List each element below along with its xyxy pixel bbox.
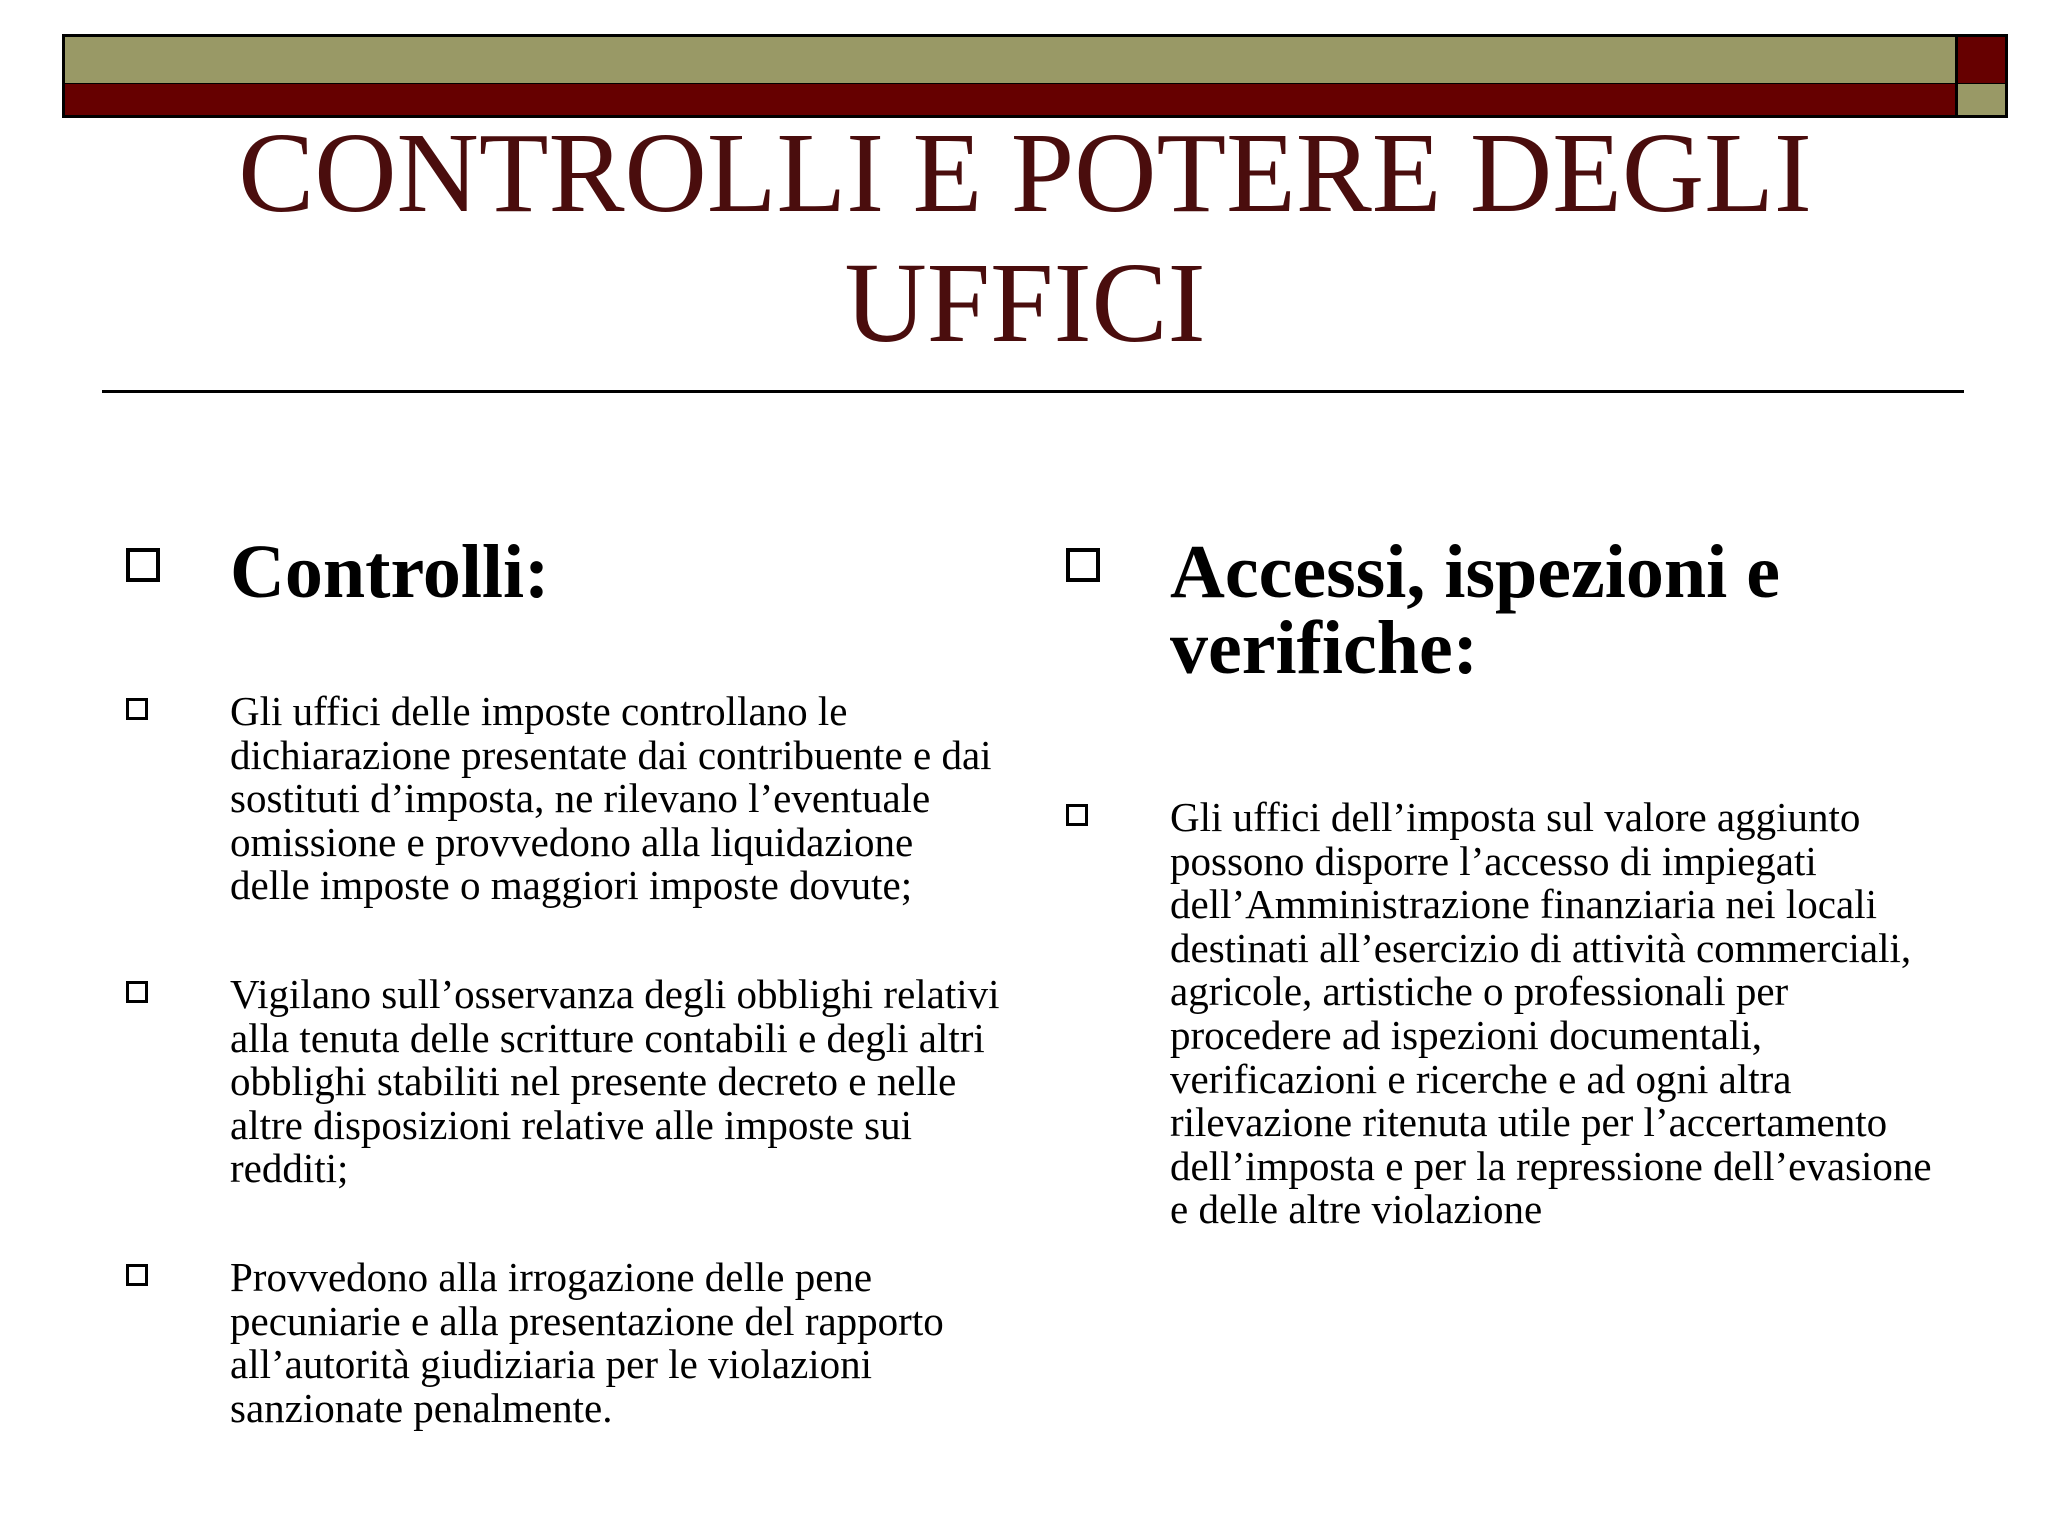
left-bullet-list <box>122 690 1002 1430</box>
header-bar-olive <box>62 34 1958 86</box>
list-item-text: Gli uffici dell’imposta sul valore aggiunto possono disporre l’accesso di impiegati dell’Amministrazione finanziaria nei locali destinati all’esercizio di attività commerciali, agricole, artistiche o professionali per procedere ad ispezioni documentali, verificazioni e ricerche e ad ogni altra rilevazione ritenuta utile per l’accertamento dell’imposta e per la repressione dell’evasione e delle altre violazione <box>1170 794 1932 1233</box>
header-corner-red <box>1955 34 2008 86</box>
left-column <box>122 520 1002 1430</box>
list-item <box>122 690 1002 908</box>
left-heading-row <box>122 520 1002 614</box>
square-bullet-icon <box>1066 804 1088 826</box>
square-bullet-icon <box>126 981 148 1003</box>
left-heading: Controlli: <box>230 530 550 614</box>
square-bullet-icon <box>126 1264 148 1286</box>
title-divider <box>102 390 1964 393</box>
list-item-text: Provvedono alla irrogazione delle pene pecuniarie e alla presentazione del rapporto all’autorità giudiziaria per le violazioni sanzionate penalmente. <box>230 1253 944 1431</box>
right-bullet-list <box>1062 796 1942 1232</box>
right-heading: Accessi, ispezioni e verifiche: <box>1170 530 1781 690</box>
list-item-text: Gli uffici delle imposte controllano le dichiarazione presentate dai contribuente e dai sostituti d’imposta, ne rilevano l’eventuale omissione e provvedono alla liquidazione delle imposte o maggiori imposte dovute; <box>230 688 992 909</box>
right-heading-row <box>1062 520 1942 690</box>
square-bullet-icon <box>126 548 160 582</box>
list-item-text: Vigilano sull’osservanza degli obblighi relativi alla tenuta delle scritture contabili e degli altri obblighi stabiliti nel presente decreto e nelle altre disposizioni relative alle imposte sui redditi; <box>230 970 1000 1192</box>
square-bullet-icon <box>1066 548 1100 582</box>
square-bullet-icon <box>126 698 148 720</box>
slide-title: CONTROLLI E POTERE DEGLI UFFICI <box>238 109 1812 366</box>
header-corner-olive <box>1955 84 2008 118</box>
list-item <box>122 970 1002 1192</box>
list-item <box>122 1253 1002 1431</box>
right-column <box>1062 520 1942 1232</box>
list-item <box>1062 796 1942 1232</box>
